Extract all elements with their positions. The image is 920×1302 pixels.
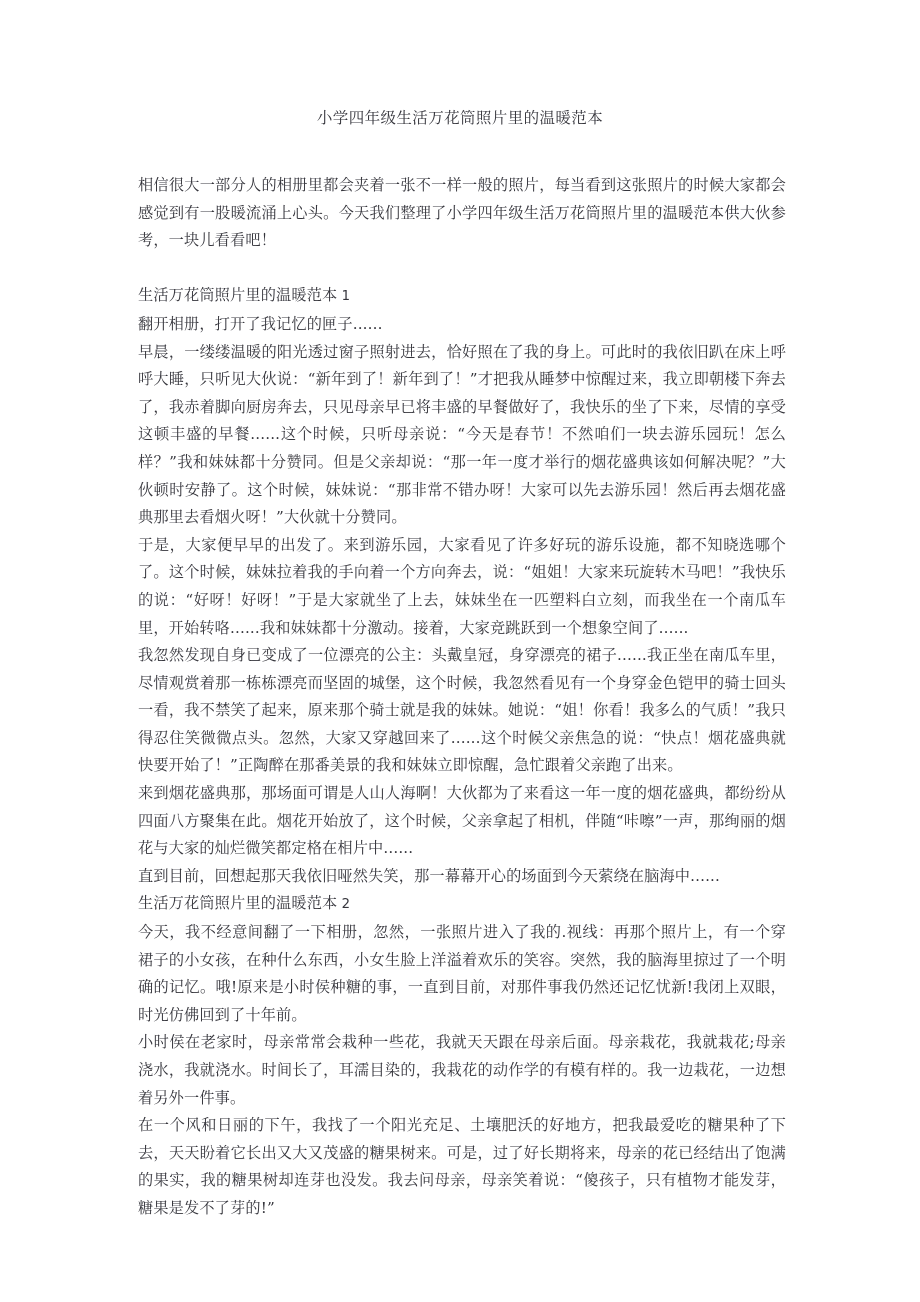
section-heading-2 xyxy=(138,890,786,919)
section-1-paragraph-2: 早晨，一缕缕温暖的阳光透过窗子照射进去，恰好照在了我的身上。可此时的我依旧趴在床上呼呼大睡，只听见大伙说：“新年到了！新年到了！”才把我从睡梦中惊醒过来，我立即朝楼下奔去了，我赤着脚向厨房奔去，只见母亲早已将丰盛的早餐做好了，我快乐的坐了下来，尽情的享受这顿丰盛的早餐......这个时候，只听母亲说：“今天是春节！不然咱们一块去游乐园玩！怎么样？”我和妹妹都十分赞同。但是父亲却说：“那一年一度才举行的烟花盛典该如何解决呢？”大伙顿时安静了。这个时候，妹妹说：“那非常不错办呀！大家可以先去游乐园！然后再去烟花盛典那里去看烟火呀！”大伙就十分赞同。 xyxy=(138,342,786,527)
section-heading-2-number: 2 xyxy=(337,897,350,913)
section-heading-2-text: 生活万花筒照片里的温暖范本 xyxy=(138,894,338,913)
section-1-paragraph-1: 翻开相册，打开了我记忆的匣子...... xyxy=(138,314,383,333)
intro-paragraph: 相信很大一部分人的相册里都会夹着一张不一样一般的照片，每当看到这张照片的时候大家都会感觉到有一股暖流涌上心头。今天我们整理了小学四年级生活万花筒照片里的温暖范本供大伙参考，一块儿看看吧！ xyxy=(138,176,786,250)
page-title: 小学四年级生活万花筒照片里的温暖范本 xyxy=(316,109,604,127)
section-1-paragraph-3: 于是，大家便早早的出发了。来到游乐园，大家看见了许多好玩的游乐设施，都不知晓选哪个了。这个时候，妹妹拉着我的手向着一个方向奔去，说：“姐姐！大家来玩旋转木马吧！”我快乐的说：“好呀！好呀！”于是大家就坐了上去，妹妹坐在一匹塑料白立刻，而我坐在一个南瓜车里，开始转咯......我和妹妹都十分激动。接着，大家竞跳跃到一个想象空间了...... xyxy=(138,535,786,637)
section-heading-1-number: 1 xyxy=(337,289,350,305)
section-1-paragraph-4: 我忽然发现自身已变成了一位漂亮的公主：头戴皇冠，身穿漂亮的裙子......我正坐在南瓜车里，尽情观赏着那一栋栋漂亮而坚固的城堡，这个时候，我忽然看见有一个身穿金色铠甲的骑士回头一看，我不禁笑了起来，原来那个骑士就是我的妹妹。她说：“姐！你看！我多么的气质！”我只得忍住笑微微点头。忽然，大家又穿越回来了......这个时候父亲焦急的说：“快点！烟花盛典就快要开始了！”正陶醉在那番美景的我和妹妹立即惊醒，急忙跟着父亲跑了出来。 xyxy=(138,646,786,775)
section-1-paragraph-5: 来到烟花盛典那，那场面可谓是人山人海啊！大伙都为了来看这一年一度的烟花盛典，都纷纷从四面八方聚集在此。烟花开始放了，这个时候，父亲拿起了相机，伴随“咔嚓”一声，那绚丽的烟花与大家的灿烂微笑都定格在相片中...... xyxy=(138,784,786,858)
section-1-paragraph-6: 直到目前，回想起那天我依旧哑然失笑，那一幕幕开心的场面到今天萦绕在脑海中...... xyxy=(138,866,721,885)
section-2-paragraph-3: 在一个风和日丽的下午，我找了一个阳光充足、土壤肥沃的好地方，把我最爱吃的糖果种了下去，天天盼着它长出又大又茂盛的糖果树来。可是，过了好长期将来，母亲的花已经结出了饱满的果实，我的糖果树却连芽也没发。我去问母亲，母亲笑着说：“傻孩子，只有植物才能发芽，糖果是发不了芽的!” xyxy=(138,1116,786,1217)
section-2-paragraph-2: 小时侯在老家时，母亲常常会栽种一些花，我就天天跟在母亲后面。母亲栽花，我就栽花;母亲浇水，我就浇水。时间长了，耳濡目染的，我栽花的动作学的有模有样的。我一边栽花，一边想着另外一件事。 xyxy=(138,1033,786,1107)
section-2-paragraph-1: 今天，我不经意间翻了一下相册，忽然，一张照片进入了我的.视线：再那个照片上，有一个穿裙子的小女孩，在种什么东西，小女生脸上洋溢着欢乐的笑容。突然，我的脑海里掠过了一个明确的记忆。哦!原来是小时侯种糖的事，一直到目前，对那件事我仍然还记忆忧新!我闭上双眼，时光仿佛回到了十年前。 xyxy=(138,923,786,1024)
section-heading-1 xyxy=(138,282,786,311)
document-body xyxy=(138,172,786,1223)
section-heading-1-text: 生活万花筒照片里的温暖范本 xyxy=(138,286,338,305)
